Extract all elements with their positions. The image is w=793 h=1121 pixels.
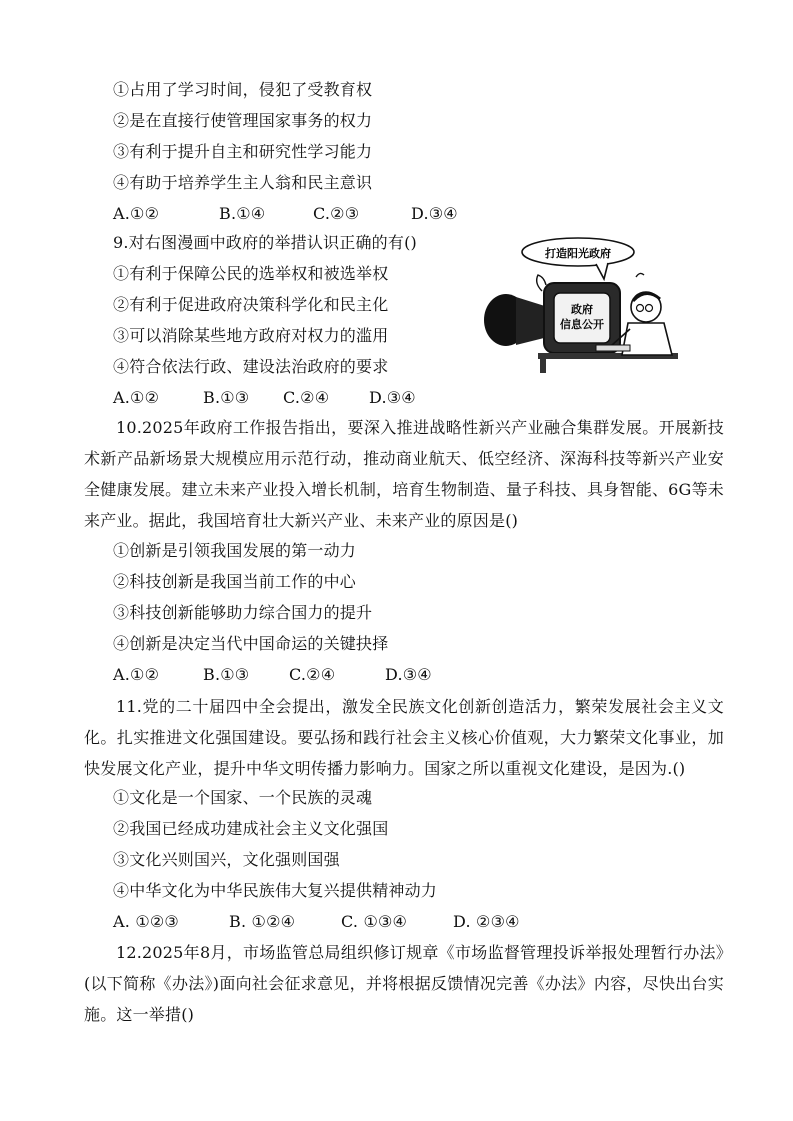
q10-choice-c: C.②④ bbox=[289, 665, 336, 684]
q11-choice-b: B. ①②④ bbox=[229, 912, 296, 931]
q11-option-1: ①文化是一个国家、一个民族的灵魂 bbox=[113, 788, 373, 807]
q9-choice-a: A.①② bbox=[113, 388, 160, 407]
q10-option-4: ④创新是决定当代中国命运的关键抉择 bbox=[113, 634, 389, 653]
q9-option-1: ①有利于保障公民的选举权和被选举权 bbox=[113, 264, 389, 283]
q10-stem: 10.2025年政府工作报告指出，要深入推进战略性新兴产业融合集群发展。开展新技术新产品新场景大规模应用示范行动，推动商业航天、低空经济、深海科技等新兴产业安全健康发展。建立未来产业投入增长机制，培育生物制造、量子科技、具身智能、6G等未来产业。据此，我国培育壮大新兴产业、未来产业的原因是() bbox=[84, 418, 724, 530]
q11-choice-a: A. ①②③ bbox=[113, 912, 179, 931]
q9-choice-c: C.②④ bbox=[283, 388, 330, 407]
q8-option-3: ③有利于提升自主和研究性学习能力 bbox=[113, 142, 373, 161]
cartoon-bubble-text: 打造阳光政府 bbox=[545, 247, 611, 260]
q8-choices bbox=[113, 203, 458, 225]
q10-option-1: ①创新是引领我国发展的第一动力 bbox=[113, 541, 357, 560]
q8-choice-a: A.①② bbox=[113, 204, 160, 223]
government-cartoon-image bbox=[478, 233, 678, 375]
q9-stem: 9.对右图漫画中政府的举措认识正确的有() bbox=[113, 233, 417, 252]
q11-choices bbox=[113, 911, 520, 933]
q10-option-2: ②科技创新是我国当前工作的中心 bbox=[113, 572, 357, 591]
q11-option-2: ②我国已经成功建成社会主义文化强国 bbox=[113, 819, 389, 838]
q9-choice-b: B.①③ bbox=[203, 388, 250, 407]
q11-option-3: ③文化兴则国兴，文化强则国强 bbox=[113, 850, 340, 869]
q8-option-4: ④有助于培养学生主人翁和民主意识 bbox=[113, 173, 373, 192]
q10-choices bbox=[113, 664, 432, 686]
q10-option-3: ③科技创新能够助力综合国力的提升 bbox=[113, 603, 373, 622]
q10-choice-b: B.①③ bbox=[203, 665, 250, 684]
q11-choice-d: D. ②③④ bbox=[453, 912, 520, 931]
cartoon-screen-text-1: 政府 bbox=[571, 303, 593, 316]
q9-choice-d: D.③④ bbox=[369, 388, 416, 407]
q10-choice-d: D.③④ bbox=[385, 665, 432, 684]
q11-stem: 11.党的二十届四中全会提出，激发全民族文化创新创造活力，繁荣发展社会主义文化。扎实推进文化强国建设。要弘扬和践行社会主义核心价值观，大力繁荣文化事业，加快发展文化产业，提升中华文明传播力影响力。国家之所以重视文化建设，是因为.() bbox=[84, 697, 724, 778]
q8-choice-d: D.③④ bbox=[411, 204, 458, 223]
q11-option-4: ④中华文化为中华民族伟大复兴提供精神动力 bbox=[113, 881, 438, 900]
q8-option-2: ②是在直接行使管理国家事务的权力 bbox=[113, 111, 373, 130]
q8-option-1: ①占用了学习时间，侵犯了受教育权 bbox=[113, 80, 373, 99]
q8-choice-c: C.②③ bbox=[313, 204, 360, 223]
q11-choice-c: C. ①③④ bbox=[341, 912, 408, 931]
cartoon-screen-text-2: 信息公开 bbox=[560, 318, 604, 331]
q9-option-3: ③可以消除某些地方政府对权力的滥用 bbox=[113, 326, 389, 345]
q9-option-2: ②有利于促进政府决策科学化和民主化 bbox=[113, 295, 389, 314]
q8-choice-b: B.①④ bbox=[219, 204, 266, 223]
q9-option-4: ④符合依法行政、建设法治政府的要求 bbox=[113, 357, 389, 376]
q10-choice-a: A.①② bbox=[113, 665, 160, 684]
q12-stem: 12.2025年8月，市场监管总局组织修订规章《市场监督管理投诉举报处理暂行办法》(以下简称《办法》)面向社会征求意见，并将根据反馈情况完善《办法》内容，尽快出台实施。这一举措() bbox=[84, 943, 724, 1024]
q9-choices bbox=[113, 387, 416, 409]
